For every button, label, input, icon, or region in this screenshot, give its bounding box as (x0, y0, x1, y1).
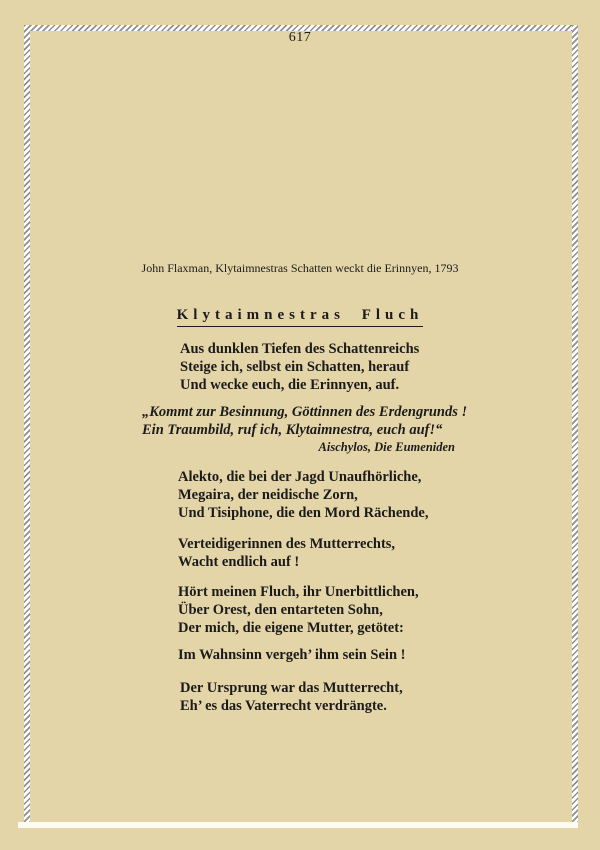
poem-line: Steige ich, selbst ein Schatten, herauf (180, 359, 410, 375)
poem-line: Aus dunklen Tiefen des Schattenreichs (180, 341, 420, 357)
poem-line: Der mich, die eigene Mutter, getötet: (178, 620, 404, 636)
poem-line: Der Ursprung war das Mutterrecht, (180, 680, 403, 696)
frame-border-bottom (18, 822, 578, 828)
illustration-placeholder (100, 60, 500, 250)
quote-attribution: Aischylos, Die Eumeniden (318, 440, 455, 454)
poem-title-row (0, 306, 600, 327)
poem-line: Über Orest, den entarteten Sohn, (178, 602, 383, 618)
poem-line: „Kommt zur Besinnung, Göttinnen des Erdengrunds ! (142, 404, 468, 420)
stanza (178, 468, 600, 522)
page-number: 617 (288, 30, 312, 45)
poem (0, 340, 600, 715)
poem-line: Verteidigerinnen des Mutterrechts, (178, 536, 396, 552)
stanza (178, 646, 600, 664)
stanza (180, 679, 600, 715)
stanza (178, 583, 600, 637)
poem-line: Wacht endlich auf ! (178, 554, 300, 570)
epigraph-quote (142, 403, 600, 439)
poem-line: Hört meinen Fluch, ihr Unerbittlichen, (178, 584, 419, 600)
illustration-caption: John Flaxman, Klytaimnestras Schatten weckt die Erinnyen, 1793 (141, 261, 459, 275)
poem-line: Eh’ es das Vaterrecht verdrängte. (180, 698, 387, 714)
poem-line: Und wecke euch, die Erinnyen, auf. (180, 377, 400, 393)
stanza (178, 535, 600, 571)
poem-line: Ein Traumbild, ruf ich, Klytaimnestra, euch auf!“ (142, 422, 443, 438)
poem-line: Und Tisiphone, die den Mord Rächende, (178, 505, 429, 521)
poem-line: Alekto, die bei der Jagd Unaufhörliche, (178, 469, 422, 485)
stanza (180, 340, 600, 394)
poem-line: Im Wahnsinn vergeh’ ihm sein Sein ! (178, 647, 406, 663)
poem-line: Megaira, der neidische Zorn, (178, 487, 358, 503)
poem-title: Klytaimnestras Fluch (177, 307, 424, 327)
